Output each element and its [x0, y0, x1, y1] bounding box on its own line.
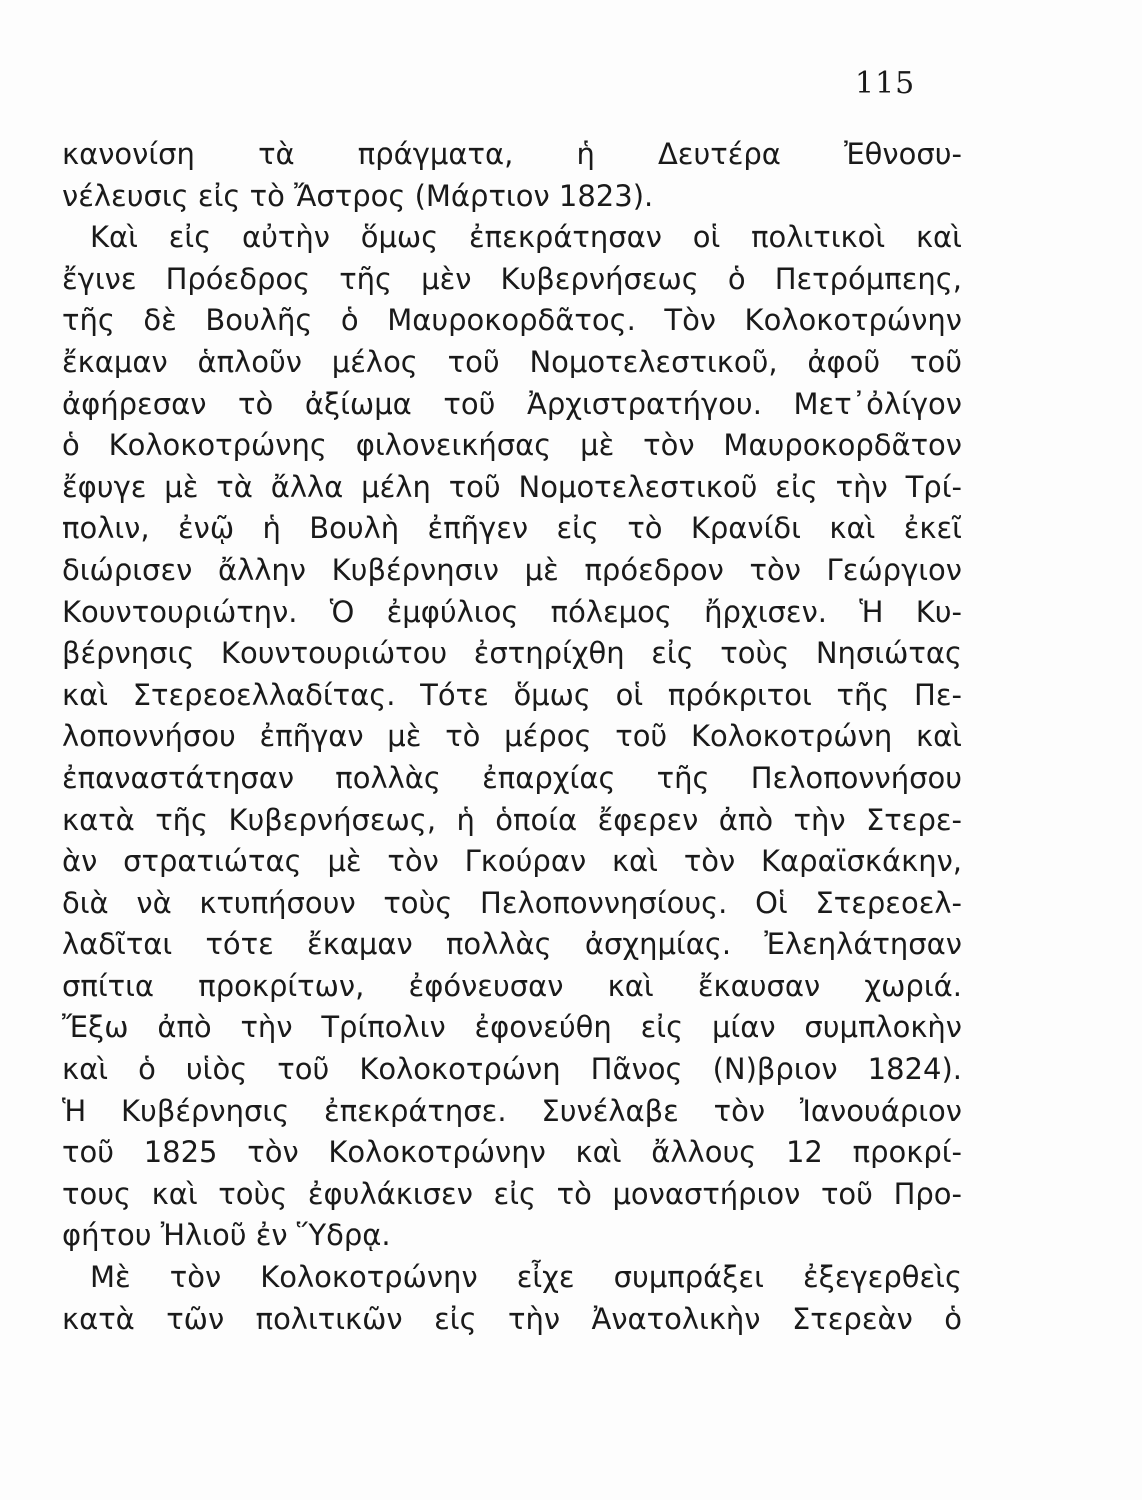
text-line: τους καὶ τοὺς ἐφυλάκισεν εἰς τὸ μοναστήριον τοῦ Προ-: [62, 1176, 962, 1211]
text-line: κατὰ τῶν πολιτικῶν εἰς τὴν Ἀνατολικὴν Στερεὰν ὁ: [62, 1301, 962, 1336]
text-line: ἔκαμαν ἁπλοῦν μέλος τοῦ Νομοτελεστικοῦ, ἀφοῦ τοῦ: [62, 344, 962, 379]
text-line: κατὰ τῆς Κυβερνήσεως, ἡ ὁποία ἔφερεν ἀπὸ τὴν Στερε-: [62, 802, 962, 837]
text-line: ἀφήρεσαν τὸ ἀξίωμα τοῦ Ἀρχιστρατήγου. Μετ᾿ὀλίγον: [62, 386, 962, 421]
text-line: ἐπαναστάτησαν πολλὰς ἐπαρχίας τῆς Πελοποννήσου: [62, 760, 962, 795]
text-line: τῆς δὲ Βουλῆς ὁ Μαυροκορδᾶτος. Τὸν Κολοκοτρώνην: [62, 303, 962, 338]
text-line: Ἔξω ἀπὸ τὴν Τρίπολιν ἐφονεύθη εἰς μίαν συμπλοκὴν: [62, 1010, 962, 1045]
text-line: πολιν, ἐνῷ ἡ Βουλὴ ἐπῆγεν εἰς τὸ Κρανίδι καὶ ἐκεῖ: [62, 511, 962, 546]
paragraph-start-line: Μὲ τὸν Κολοκοτρώνην εἶχε συμπράξει ἐξεγερθεὶς: [90, 1260, 962, 1295]
text-line: ἔγινε Πρόεδρος τῆς μὲν Κυβερνήσεως ὁ Πετρόμπεης,: [62, 261, 962, 296]
body-text: [62, 134, 962, 1340]
paragraph-start-line: Καὶ εἰς αὐτὴν ὅμως ἐπεκράτησαν οἱ πολιτικοὶ καὶ: [90, 220, 962, 255]
text-line: διὰ νὰ κτυπήσουν τοὺς Πελοποννησίους. Οἱ Στερεοελ-: [62, 885, 962, 920]
text-line: σπίτια προκρίτων, ἐφόνευσαν καὶ ἔκαυσαν χωριά.: [62, 968, 962, 1003]
text-line: βέρνησις Κουντουριώτου ἐστηρίχθη εἰς τοὺς Νησιώτας: [62, 636, 962, 671]
text-line: λοποννήσου ἐπῆγαν μὲ τὸ μέρος τοῦ Κολοκοτρώνη καὶ: [62, 719, 962, 754]
text-line: ὰν στρατιώτας μὲ τὸν Γκούραν καὶ τὸν Καραϊσκάκην,: [62, 844, 962, 879]
text-line: κανονίση τὰ πράγματα, ἡ Δευτέρα Ἐθνοσυ-: [62, 137, 962, 171]
text-line: Κουντουριώτην. Ὁ ἐμφύλιος πόλεμος ἤρχισεν. Ἡ Κυ-: [62, 594, 962, 629]
page-number: 115: [855, 66, 916, 101]
text-line: καὶ ὁ υἱὸς τοῦ Κολοκοτρώνη Πᾶνος (Ν)βριον 1824).: [62, 1052, 962, 1087]
text-line: τοῦ 1825 τὸν Κολοκοτρώνην καὶ ἄλλους 12 προκρί-: [62, 1135, 962, 1170]
text-line: λαδῖται τότε ἔκαμαν πολλὰς ἀσχημίας. Ἐλεηλάτησαν: [62, 927, 962, 962]
text-line: καὶ Στερεοελλαδίτας. Τότε ὅμως οἱ πρόκριτοι τῆς Πε-: [62, 677, 962, 712]
text-line: διώρισεν ἄλλην Κυβέρνησιν μὲ πρόεδρον τὸν Γεώργιον: [62, 552, 962, 587]
text-line: ὁ Κολοκοτρώνης φιλονεικήσας μὲ τὸν Μαυροκορδᾶτον: [62, 428, 962, 463]
text-line: φήτου Ἠλιοῦ ἐν Ὕδρᾳ.: [62, 1218, 391, 1253]
text-line: Ἡ Κυβέρνησις ἐπεκράτησε. Συνέλαβε τὸν Ἰανουάριον: [62, 1093, 962, 1128]
text-line: νέλευσις εἰς τὸ Ἄστρος (Μάρτιον 1823).: [62, 178, 654, 213]
text-line: ἔφυγε μὲ τὰ ἄλλα μέλη τοῦ Νομοτελεστικοῦ εἰς τὴν Τρί-: [62, 469, 962, 504]
